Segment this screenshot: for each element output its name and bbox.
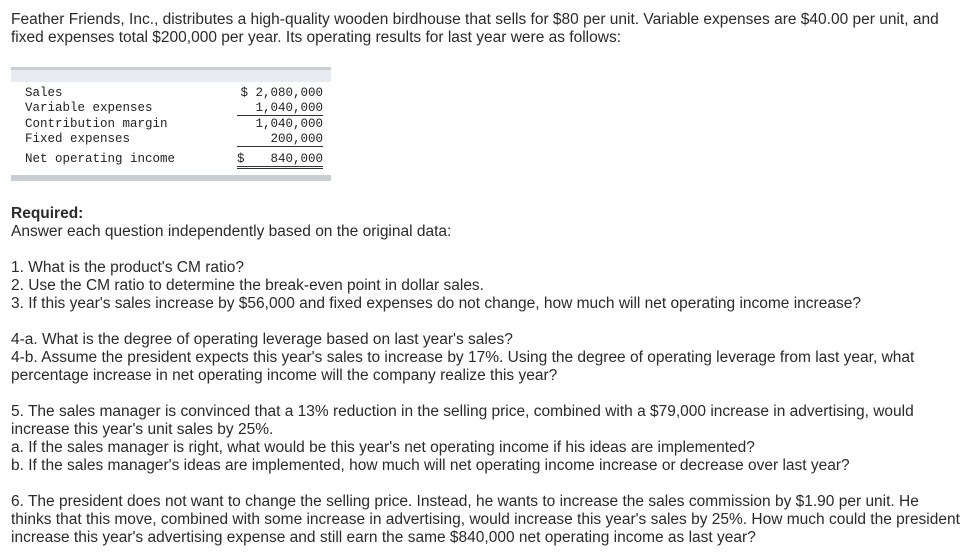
question-6: 6. The president does not want to change the selling price. Instead, he wants to increase the sales commission by $1.90 per unit. He thinks that this move, combined with some increase in advertising, would increase this year's sales by 25%. How much could the president increase this year's advertising expense and still earn the same $840,000 net operating income as last year? (11, 493, 960, 546)
row-amount: 840,000 (237, 152, 323, 169)
row-label: Sales (25, 86, 63, 100)
table-row-sales (25, 86, 323, 101)
row-label: Net operating income (25, 152, 176, 166)
question-5a: a. If the sales manager is right, what would be this year's net operating income if his ideas are implemented? (11, 439, 755, 456)
question-5b: b. If the sales manager's ideas are implemented, how much will net operating income increase or decrease over last year? (11, 457, 850, 474)
row-label: Contribution margin (25, 117, 168, 131)
row-amount: $ 2,080,000 (240, 86, 323, 100)
table-row-net-operating-income (25, 152, 323, 167)
row-label: Fixed expenses (25, 132, 131, 146)
row-amount: 200,000 (237, 132, 323, 147)
income-statement-table (11, 67, 331, 181)
row-dollar-sign: $ (237, 152, 245, 166)
table-row-fixed-expenses (25, 132, 323, 147)
required-heading: Required: (11, 205, 84, 222)
problem-intro: Feather Friends, Inc., distributes a high-quality wooden birdhouse that sells for $80 per unit. Variable expenses are $40.00 per unit, and fixed expenses total $200,000 per year. Its operating results for last year were as follows: (11, 11, 939, 46)
question-2: 2. Use the CM ratio to determine the break-even point in dollar sales. (11, 277, 484, 294)
question-4b: 4-b. Assume the president expects this year's sales to increase by 17%. Using the degree of operating leverage from last year, what percentage increase in net operating income will the company realize this year? (11, 349, 915, 384)
table-header-stripe (11, 70, 331, 82)
table-row-variable-expenses (25, 101, 323, 116)
table-row-contribution-margin (25, 117, 323, 132)
question-4a: 4-a. What is the degree of operating leverage based on last year's sales? (11, 331, 513, 348)
question-1: 1. What is the product's CM ratio? (11, 259, 244, 276)
row-amount: 1,040,000 (255, 117, 323, 131)
question-3: 3. If this year's sales increase by $56,000 and fixed expenses do not change, how much will net operating income increase? (11, 295, 861, 312)
required-subheading: Answer each question independently based on the original data: (11, 223, 452, 240)
question-5: 5. The sales manager is convinced that a 13% reduction in the selling price, combined with a $79,000 increase in advertising, would increase this year's unit sales by 25%. (11, 403, 914, 438)
row-amount: 1,040,000 (237, 101, 323, 116)
row-label: Variable expenses (25, 101, 153, 115)
